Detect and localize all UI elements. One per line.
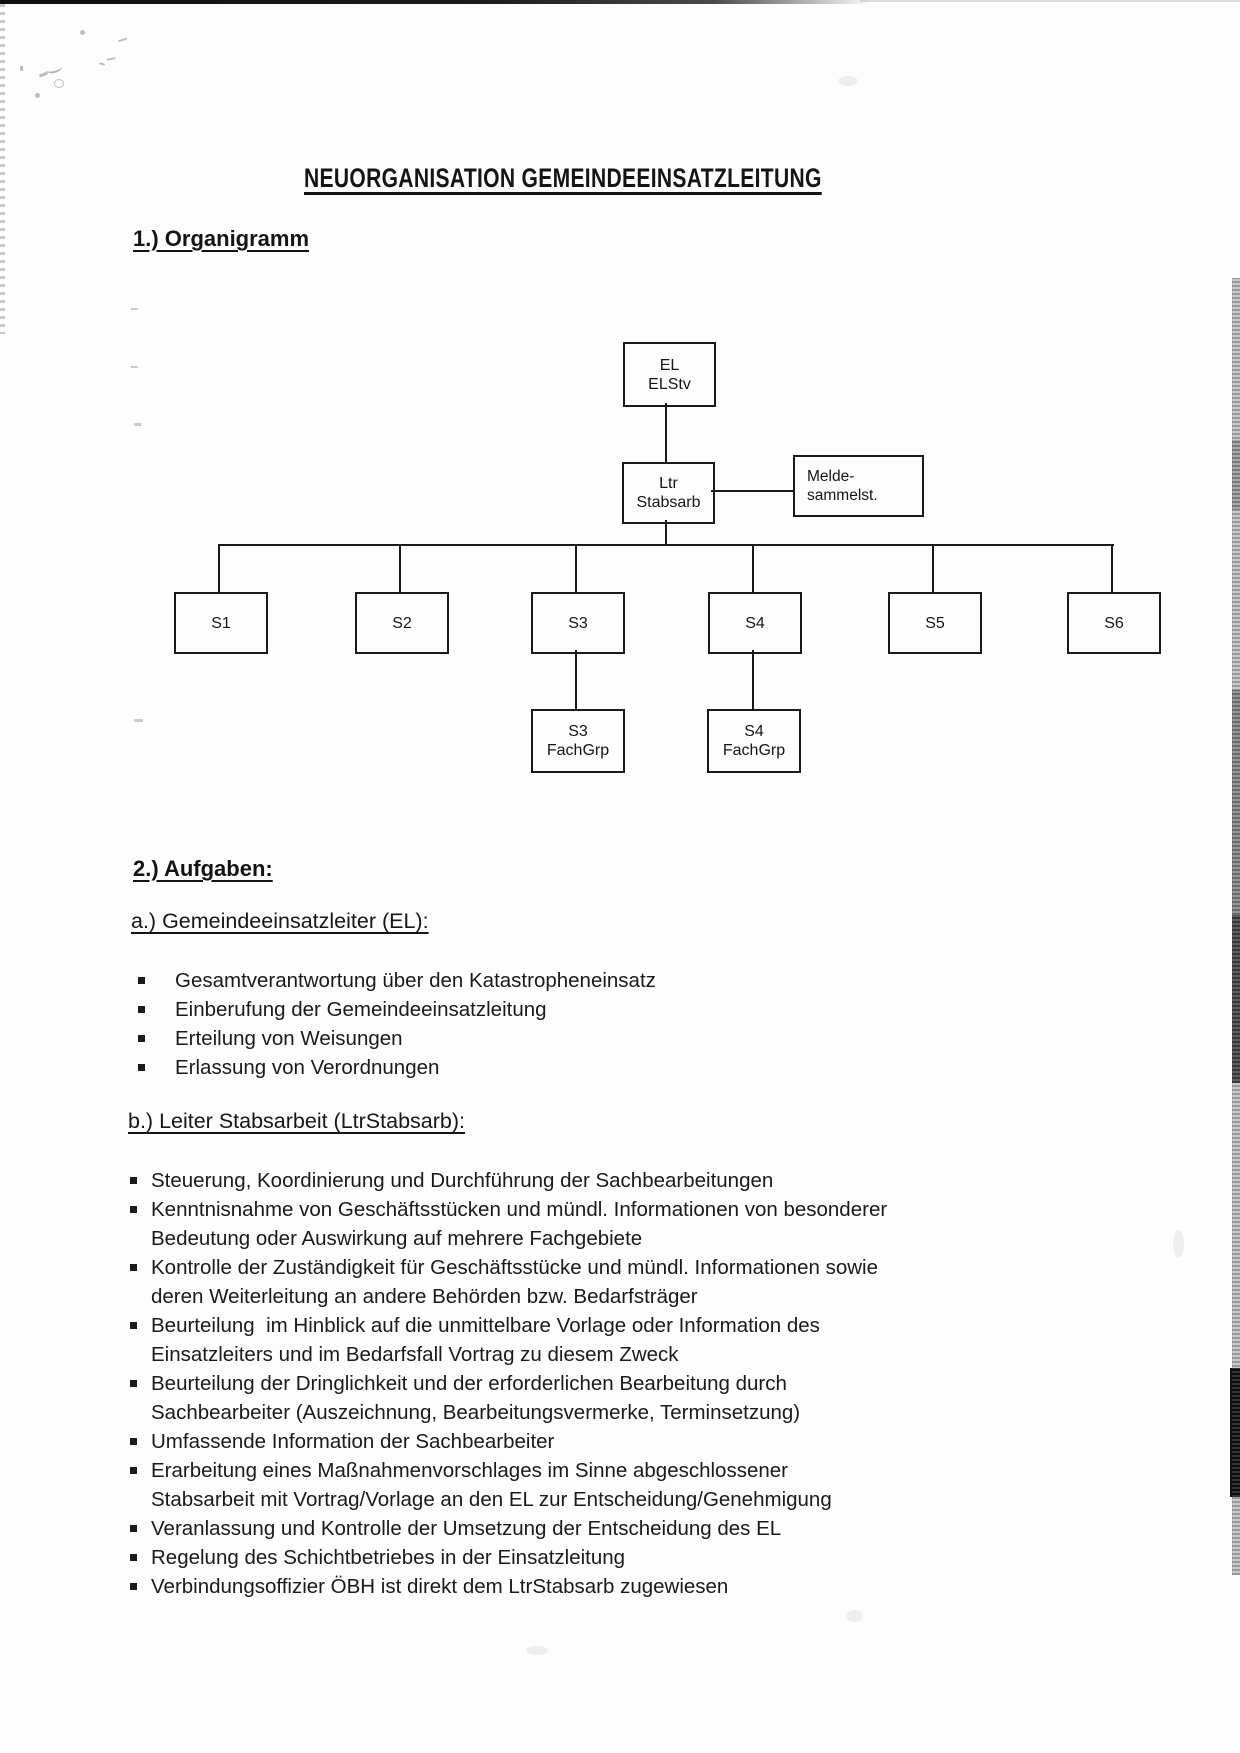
scan-artifact-top-edge-2 xyxy=(860,0,1240,2)
org-node-s4-fachgrp xyxy=(707,709,801,773)
list-item-text: Erteilung von Weisungen xyxy=(175,1027,403,1050)
section-b-heading: b.) Leiter Stabsarbeit (LtrStabsarb): xyxy=(128,1109,465,1133)
org-node-label: S1 xyxy=(211,614,231,632)
section-b-list xyxy=(130,1166,887,1601)
list-item xyxy=(130,1311,887,1340)
org-node-label: S3 xyxy=(568,723,588,740)
bullet-spacer xyxy=(130,1282,151,1311)
connector-line xyxy=(711,490,793,492)
org-node-label: FachGrp xyxy=(722,742,786,759)
connector-line xyxy=(752,650,754,709)
org-node-el xyxy=(623,342,716,407)
scan-smudge xyxy=(1173,1230,1184,1258)
section-a-heading: a.) Gemeindeeinsatzleiter (EL): xyxy=(131,909,429,933)
org-node-s4 xyxy=(708,592,802,654)
org-node-label: EL xyxy=(659,356,680,374)
list-item xyxy=(130,1166,887,1195)
list-item-text: Verbindungsoffizier ÖBH ist direkt dem LtrStabsarb zugewiesen xyxy=(151,1575,729,1598)
org-node-label: sammelst. xyxy=(807,487,878,504)
scan-speck xyxy=(131,366,138,368)
scan-artifact-segment xyxy=(1230,1368,1240,1497)
bullet-spacer xyxy=(130,1224,151,1253)
list-item-text: Bedeutung oder Auswirkung auf mehrere Fachgebiete xyxy=(151,1227,643,1250)
bullet-square-icon xyxy=(130,1253,151,1282)
org-node-label: Ltr xyxy=(659,475,678,492)
org-node-label: S4 xyxy=(744,723,764,740)
list-item xyxy=(130,1572,887,1601)
scan-speck xyxy=(134,719,143,722)
pencil-mark xyxy=(35,93,40,98)
list-item xyxy=(130,1514,887,1543)
bullet-square-icon xyxy=(130,1427,151,1456)
section-a-list xyxy=(138,966,656,1082)
pencil-mark xyxy=(54,79,64,88)
bullet-square-icon xyxy=(138,966,175,995)
connector-line xyxy=(665,403,667,462)
pencil-mark xyxy=(45,62,63,75)
list-item-text: Einsatzleiters und im Bedarfsfall Vortrag zu diesem Zweck xyxy=(151,1343,679,1366)
bullet-square-icon xyxy=(130,1195,151,1224)
list-item-text: Beurteilung der Dringlichkeit und der erforderlichen Bearbeitung durch xyxy=(151,1372,787,1395)
bullet-square-icon xyxy=(130,1311,151,1340)
list-item-text: Regelung des Schichtbetriebes in der Einsatzleitung xyxy=(151,1546,626,1569)
pencil-mark xyxy=(99,62,105,65)
scan-artifact-segment xyxy=(1232,440,1240,510)
list-item-text: Steuerung, Koordinierung und Durchführung der Sachbearbeitungen xyxy=(151,1169,774,1192)
connector-line xyxy=(665,520,667,546)
org-node-label: S2 xyxy=(392,614,412,632)
list-item xyxy=(138,966,656,995)
scan-smudge xyxy=(846,1610,863,1622)
org-node-label: ELStv xyxy=(648,375,691,393)
org-node-label: Melde- xyxy=(807,468,855,485)
list-item-text: Veranlassung und Kontrolle der Umsetzung der Entscheidung des EL xyxy=(151,1517,782,1540)
bullet-square-icon xyxy=(138,1024,175,1053)
organigramm-heading: 1.) Organigramm xyxy=(133,226,310,251)
org-node-label: S5 xyxy=(925,614,945,632)
bullet-square-icon xyxy=(130,1456,151,1485)
connector-line xyxy=(575,650,577,709)
document-title: NEUORGANISATION GEMEINDEEINSATZLEITUNG xyxy=(304,163,822,193)
scan-artifact-left-edge xyxy=(0,4,5,334)
bullet-square-icon xyxy=(130,1572,151,1601)
scan-artifact-top-edge xyxy=(0,0,872,4)
list-item-text: Kontrolle der Zuständigkeit für Geschäftsstücke und mündl. Informationen sowie xyxy=(151,1256,878,1279)
bullet-square-icon xyxy=(138,995,175,1024)
org-node-s1 xyxy=(174,592,268,654)
pencil-mark xyxy=(20,66,23,71)
connector-line xyxy=(932,546,934,592)
list-item xyxy=(138,1053,656,1082)
org-node-s2 xyxy=(355,592,449,654)
org-node-s3 xyxy=(531,592,625,654)
pencil-mark xyxy=(39,71,48,77)
bullet-square-icon xyxy=(130,1369,151,1398)
list-item-text: Sachbearbeiter (Auszeichnung, Bearbeitungsvermerke, Terminsetzung) xyxy=(151,1401,801,1424)
list-item xyxy=(130,1543,887,1572)
list-item-continuation xyxy=(130,1398,887,1427)
list-item xyxy=(138,995,656,1024)
bullet-square-icon xyxy=(130,1166,151,1195)
list-item-text: Kenntnisnahme von Geschäftsstücken und mündl. Informationen von besonderer xyxy=(151,1198,888,1221)
org-node-label: FachGrp xyxy=(546,742,610,759)
list-item-continuation xyxy=(130,1485,887,1514)
scan-speck xyxy=(134,423,141,426)
connector-line xyxy=(218,544,1114,546)
connector-line xyxy=(218,546,220,592)
list-item-text: Beurteilung im Hinblick auf die unmittelbare Vorlage oder Information des xyxy=(151,1314,820,1337)
connector-line xyxy=(399,546,401,592)
org-node-label: Stabsarb xyxy=(636,494,701,511)
scan-artifact-right-edge xyxy=(1232,278,1240,1575)
list-item-text: Einberufung der Gemeindeeinsatzleitung xyxy=(175,998,547,1021)
list-item xyxy=(130,1427,887,1456)
org-node-s3-fachgrp xyxy=(531,709,625,773)
org-node-label: S3 xyxy=(568,614,588,632)
scan-smudge xyxy=(526,1646,548,1655)
pencil-mark xyxy=(105,51,115,60)
list-item-text: Erlassung von Verordnungen xyxy=(175,1056,440,1079)
org-node-s6 xyxy=(1067,592,1161,654)
scan-artifact-segment xyxy=(1232,690,1240,915)
list-item xyxy=(130,1456,887,1485)
list-item-continuation xyxy=(130,1224,887,1253)
bullet-spacer xyxy=(130,1485,151,1514)
list-item-text: Erarbeitung eines Maßnahmenvorschlages im Sinne abgeschlossener xyxy=(151,1459,788,1482)
org-node-s5 xyxy=(888,592,982,654)
scan-artifact-segment xyxy=(1232,915,1240,1083)
connector-line xyxy=(575,546,577,592)
bullet-square-icon xyxy=(130,1514,151,1543)
aufgaben-heading: 2.) Aufgaben: xyxy=(133,856,273,881)
pencil-mark xyxy=(80,30,85,35)
list-item xyxy=(130,1369,887,1398)
bullet-square-icon xyxy=(130,1543,151,1572)
list-item xyxy=(130,1195,887,1224)
org-node-label: S6 xyxy=(1104,614,1124,632)
list-item xyxy=(130,1253,887,1282)
list-item xyxy=(138,1024,656,1053)
org-node-ltr-stabsarb xyxy=(622,462,715,524)
pencil-mark xyxy=(118,38,127,43)
list-item-continuation xyxy=(130,1340,887,1369)
connector-line xyxy=(752,546,754,592)
list-item-text: Umfassende Information der Sachbearbeiter xyxy=(151,1430,555,1453)
scan-smudge xyxy=(838,76,858,86)
list-item-text: Stabsarbeit mit Vortrag/Vorlage an den EL zur Entscheidung/Genehmigung xyxy=(151,1488,832,1511)
connector-line xyxy=(1111,546,1113,592)
scan-speck xyxy=(131,308,138,310)
org-node-label: S4 xyxy=(745,614,765,632)
org-node-meldesammelstelle xyxy=(793,455,924,517)
list-item-continuation xyxy=(130,1282,887,1311)
list-item-text: deren Weiterleitung an andere Behörden bzw. Bedarfsträger xyxy=(151,1285,698,1308)
bullet-square-icon xyxy=(138,1053,175,1082)
bullet-spacer xyxy=(130,1398,151,1427)
bullet-spacer xyxy=(130,1340,151,1369)
list-item-text: Gesamtverantwortung über den Katastropheneinsatz xyxy=(175,969,656,992)
